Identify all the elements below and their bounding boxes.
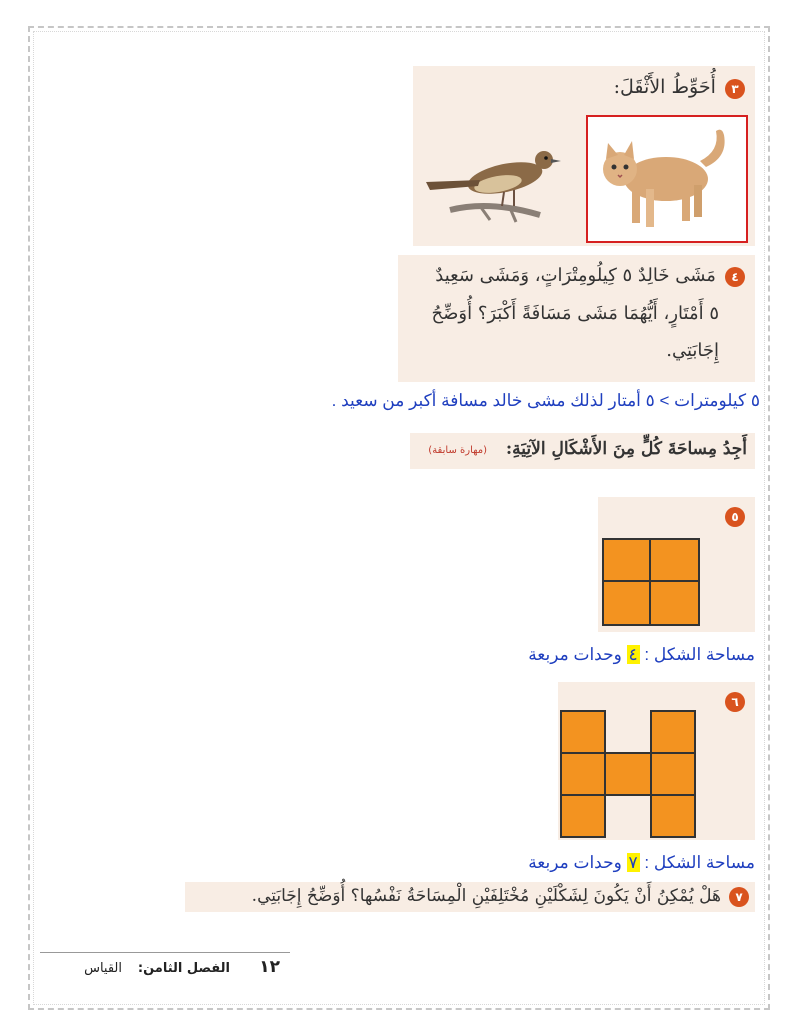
footer xyxy=(40,952,290,981)
h-shape xyxy=(560,710,710,838)
square-grid-2x2 xyxy=(602,538,700,626)
answer-suffix: وحدات مربعة xyxy=(528,853,622,872)
question-text-line-1: مَشَى خَالِدٌ ٥ كِيلُومِتْرَاتٍ، وَمَشَى سَعِيدٌ xyxy=(435,265,716,286)
unit-square xyxy=(602,538,651,582)
question-text: هَلْ يُمْكِنُ أَنْ يَكُونَ لِشَكْلَيْنِ مُخْتَلِفَيْنِ الْمِسَاحَةُ نَفْسُها؟ أُوَضِّحُ إِجَابَتِي. xyxy=(251,886,721,906)
unit-square xyxy=(560,752,606,796)
answer-6 xyxy=(528,853,755,873)
question-number: ٣ xyxy=(725,79,745,99)
unit-square xyxy=(560,710,606,754)
unit-square xyxy=(649,580,700,626)
question-number: ٤ xyxy=(725,267,745,287)
unit-square xyxy=(650,752,696,796)
question-4-panel xyxy=(398,255,755,382)
section-note: (مهارة سابقة) xyxy=(428,445,487,456)
cat-image-selected xyxy=(586,115,748,243)
page-number: ١٢ xyxy=(259,957,280,977)
answer-suffix: وحدات مربعة xyxy=(528,645,622,664)
answer-4: ٥ كيلومترات > ٥ أمتار لذلك مشى خالد مسافة أكبر من سعيد . xyxy=(331,391,760,410)
answer-prefix: مساحة الشكل : xyxy=(644,853,755,872)
question-text: أُحَوِّطُ الأَثْقَلَ: xyxy=(613,76,716,98)
question-7-panel xyxy=(185,882,755,912)
answer-value: ٤ xyxy=(628,645,638,664)
question-text-line-2: ٥ أَمْتَارٍ، أَيُّهُمَا مَشَى مَسَافَةً أَكْبَرَ؟ أُوَضِّحُ xyxy=(431,303,719,324)
answer-prefix: مساحة الشكل : xyxy=(644,645,755,664)
section-heading xyxy=(410,433,755,469)
answer-5 xyxy=(528,645,755,665)
unit-square xyxy=(650,710,696,754)
unit-square xyxy=(604,752,652,796)
cat-image xyxy=(588,117,746,241)
unit-square xyxy=(650,794,696,838)
unit-square xyxy=(649,538,700,582)
section-title: أَجِدُ مِساحَةَ كُلٍّ مِنَ الأَشْكَالِ الآتِيَةِ: xyxy=(505,439,747,459)
question-number: ٧ xyxy=(729,887,749,907)
topic-title: القياس xyxy=(84,961,122,976)
question-text-line-3: إِجَابَتِي. xyxy=(666,340,719,361)
unit-square xyxy=(560,794,606,838)
chapter-title: الفصل الثامن: xyxy=(137,961,230,976)
answer-value: ٧ xyxy=(628,853,638,872)
question-number: ٦ xyxy=(725,692,745,712)
bird-image xyxy=(420,140,570,225)
unit-square xyxy=(602,580,651,626)
question-number: ٥ xyxy=(725,507,745,527)
